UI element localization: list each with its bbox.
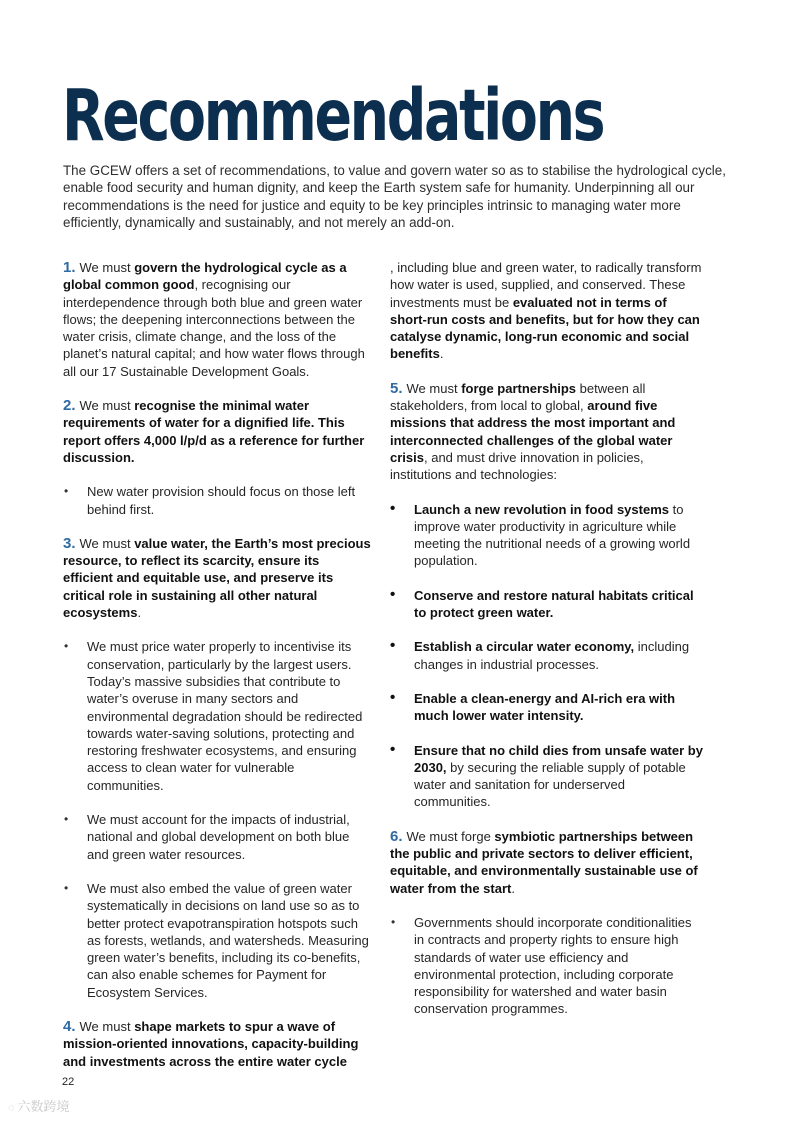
recommendation-1: 1. We must govern the hydrological cycle as a global common good, recognising our interdependence through both blue and green water flows; the deepening interconnections between the water crisis, climate change, and the loss of the planet’s natural capital; and how water flows through all our 17 Sustainable Development Goals.	[63, 259, 365, 379]
recommendation-5-missions	[390, 501, 704, 811]
recommendation-6: 6. We must forge symbiotic partnerships between the public and private sectors to deliver efficient, equitable, and environmentally sustainable use of water from the start.	[390, 827, 698, 896]
recommendation-3: 3. We must value water, the Earth’s most precious resource, to reflect its scarcity, ensure its efficient and equitable use, and preserve its critical role in sustaining all other natural ecosystems.	[63, 534, 371, 621]
page-number: 22	[62, 1076, 75, 1088]
recommendation-2-bullets	[63, 483, 371, 518]
list-item: • We must price water properly to incentivise its conservation, particularly by the largest users. Today’s massive subsidies that contribute to water’s overuse in many sectors and environmental degradation should be redirected towards water-saving solutions, protecting and restoring freshwater ecosystems, and ensuring access to clean water for vulnerable communities.	[63, 638, 371, 794]
watermark: ◌ 六数跨境	[8, 1099, 70, 1114]
recommendation-3-bullets	[63, 638, 371, 1001]
list-item: • We must also embed the value of green water systematically in decisions on land use so as to better protect evapotranspiration hotspots such as forests, wetlands, and watersheds. Measuring green water’s benefits, including its co-benefits, can also enable schemes for Payment for Ecosystem Services.	[63, 880, 371, 1001]
intro-paragraph: The GCEW offers a set of recommendations, to value and govern water so as to stabilise the hydrological cycle, enable food security and human dignity, and keep the Earth system safe for humanity. Underpinning all our recommendations is the need for justice and equity to be key principles intrinsic to managing water more efficiently, dynamically and sustainably, and not merely an add-on.	[63, 163, 726, 231]
mission-item: • Conserve and restore natural habitats critical to protect green water.	[390, 587, 704, 622]
page-title: Recommendations	[62, 74, 604, 157]
recommendation-number: 2.	[63, 397, 76, 415]
recommendation-2: 2. We must recognise the minimal water requirements of water for a dignified life. This report offers 4,000 l/p/d as a reference for further discussion.	[63, 397, 365, 465]
mission-item: • Launch a new revolution in food systems to improve water productivity in agriculture while meeting the nutritional needs of a growing world population.	[390, 501, 704, 570]
list-item: • We must account for the impacts of industrial, national and global development on both blue and green water resources.	[63, 811, 371, 863]
left-column	[63, 259, 371, 1070]
recommendation-4-continued: , including blue and green water, to radically transform how water is used, supplied, and conserved. These investments must be evaluated not in terms of short-run costs and benefits, but for how they can catalyse dynamic, long-run economic and social benefits.	[390, 260, 702, 362]
recommendation-4-start: 4. We must shape markets to spur a wave of mission-oriented innovations, capacity-building and investments across the entire water cycle	[63, 1017, 359, 1069]
recommendation-number: 4.	[63, 1017, 76, 1035]
mission-item: • Enable a clean-energy and AI-rich era with much lower water intensity.	[390, 690, 704, 725]
recommendation-number: 6.	[390, 827, 403, 845]
mission-item: • Ensure that no child dies from unsafe water by 2030, by securing the reliable supply of potable water and sanitation for underserved communities.	[390, 742, 704, 811]
recommendation-6-bullets	[390, 914, 704, 1018]
recommendation-number: 1.	[63, 259, 76, 276]
list-item: • Governments should incorporate conditionalities in contracts and property rights to ensure high standards of water use efficiency and environmental protection, including corporate responsibility for watershed and water basin conservation programmes.	[390, 914, 704, 1018]
recommendation-number: 3.	[63, 534, 76, 552]
watermark-logo-icon: ◌	[8, 1102, 15, 1114]
right-column	[390, 259, 704, 1035]
list-item: • New water provision should focus on those left behind first.	[63, 483, 371, 518]
recommendation-number: 5.	[390, 379, 403, 397]
mission-item: • Establish a circular water economy, including changes in industrial processes.	[390, 638, 704, 673]
recommendation-5: 5. We must forge partnerships between all stakeholders, from local to global, around five missions that address the most important and interconnected challenges of the global water crisis, and must drive innovation in policies, institutions and technologies:	[390, 379, 676, 483]
